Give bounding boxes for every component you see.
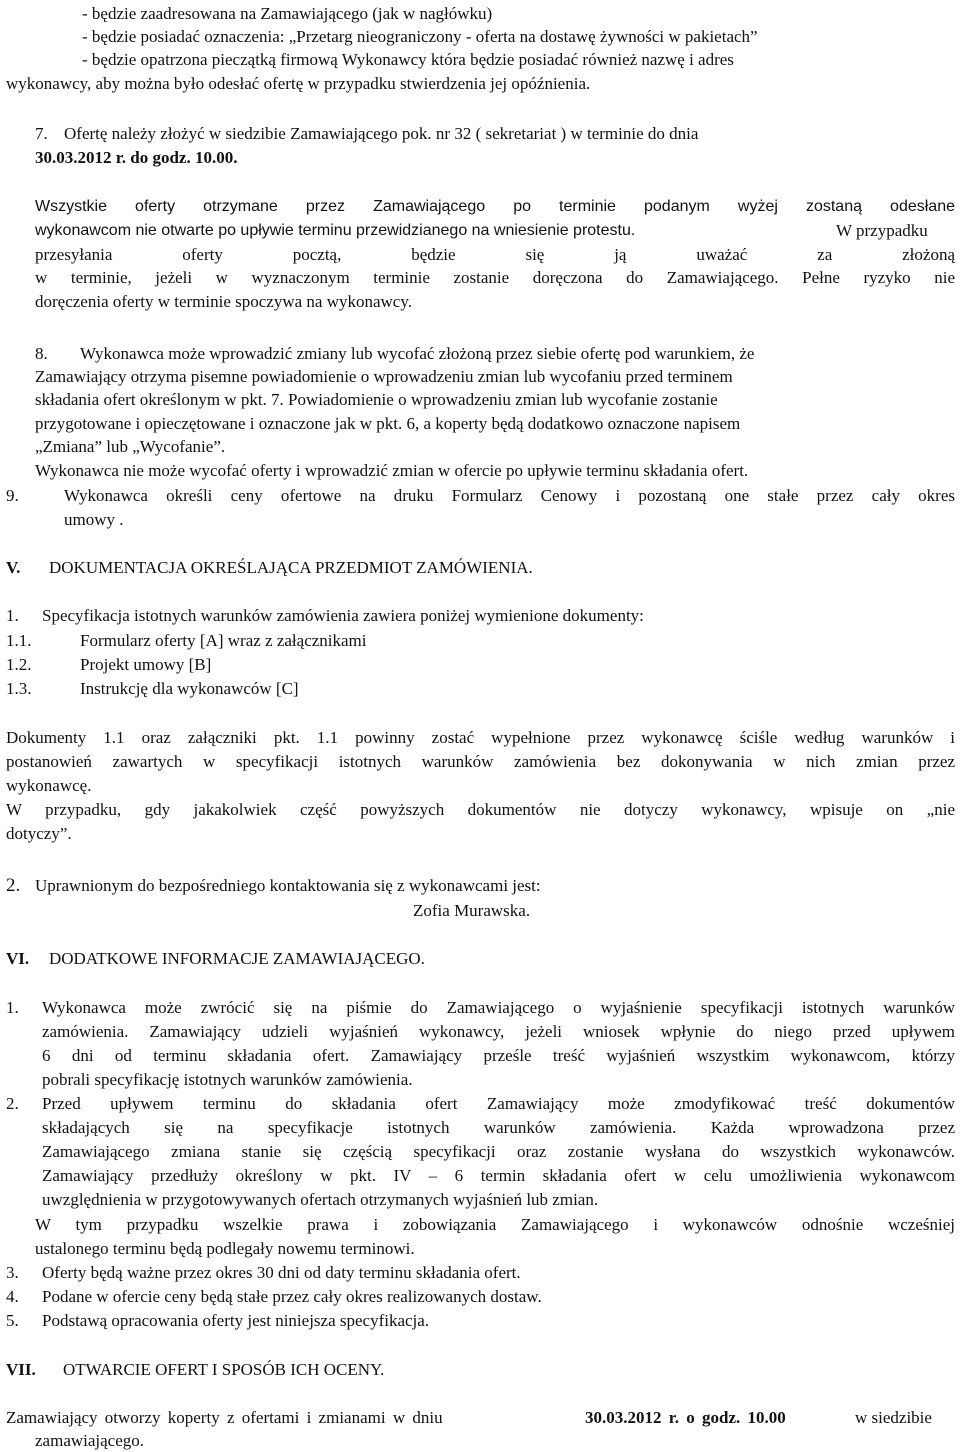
late-offers-line-1: Wszystkie oferty otrzymane przez Zamawiającego po terminie podanym wyżej zostaną odesłane <box>35 198 955 215</box>
vi-item-3-number: 3. <box>6 1263 19 1282</box>
bullet-addressed: - będzie zaadresowana na Zamawiającego (jak w nagłówku) <box>82 4 493 23</box>
point-8-line-4: przygotowane i opieczętowane i oznaczone jak w pkt. 6, a koperty będą dodatkowo oznaczone napisem <box>35 414 741 433</box>
bullet-stamp: - będzie opatrzona pieczątką firmową Wykonawcy która będzie posiadać również nazwę i adres <box>82 50 734 69</box>
vi-item-1-line-1: Wykonawca może zwrócić się na piśmie do Zamawiającego o wyjaśnienie specyfikacji istotnych warunków <box>42 998 955 1017</box>
docs-line-5: dotyczy”. <box>6 824 72 843</box>
section-vi-number: VI. <box>6 949 30 968</box>
late-offers-line-4: w terminie, jeżeli w wyznaczonym terminie zostanie doręczona do Zamawiającego. Pełne ryzyko nie <box>35 268 955 287</box>
sub-1-1-text: Formularz oferty [A] wraz z załącznikami <box>80 631 367 650</box>
opening-line-2: zamawiającego. <box>35 1431 145 1450</box>
point-8-line-2: Zamawiający otrzyma pisemne powiadomienie o wprowadzeniu zmian lub wycofaniu przed terminem <box>35 367 733 386</box>
late-offers-line-2: wykonawcom nie otwarte po upływie terminu przewidzianego na wniesienie protestu. <box>35 222 636 239</box>
opening-line-1a: Zamawiający otworzy koperty z ofertami i zmianami w dniu <box>6 1408 443 1427</box>
bullet-stamp-cont: wykonawcy, aby można było odesłać ofertę w przypadku stwierdzenia jej opóźnienia. <box>6 74 591 93</box>
vi-item-2-line-3: Zamawiającego zmiana stanie się częścią specyfikacji oraz zostanie wysłana do wszystkich wykonawców. <box>42 1142 955 1161</box>
vi-item-2-number: 2. <box>6 1094 19 1113</box>
vi-item-4-number: 4. <box>6 1287 19 1306</box>
late-offers-line-3: przesyłania oferty pocztą, będzie się ją uważać za złożoną <box>35 245 955 264</box>
section-vii-number: VII. <box>6 1360 36 1379</box>
sub-1-3-number: 1.3. <box>6 679 32 698</box>
vi-item-2-extra-2: ustalonego terminu będą podlegały nowemu terminowi. <box>35 1239 415 1258</box>
vi-item-5: Podstawą opracowania oferty jest niniejsza specyfikacja. <box>42 1311 430 1330</box>
sub-1-2-text: Projekt umowy [B] <box>80 655 212 674</box>
point-7-deadline: 30.03.2012 r. do godz. 10.00. <box>35 148 238 167</box>
vi-item-1-line-4: pobrali specyfikację istotnych warunków zamówienia. <box>42 1070 413 1089</box>
vi-item-2-extra-1: W tym przypadku wszelkie prawa i zobowiązania Zamawiającego i wykonawców odnośnie wcześniej <box>35 1215 955 1234</box>
vi-item-1-line-2: zamówienia. Zamawiający udzieli wyjaśnień wykonawcy, jeżeli wniosek wpłynie do niego przed upływem <box>42 1022 955 1041</box>
late-offers-line-2b: W przypadku <box>836 221 928 240</box>
sub-1-2-number: 1.2. <box>6 655 32 674</box>
vi-item-2-line-2: składających się na specyfikacje istotnych warunków zamówienia. Każda wprowadzona przez <box>42 1118 955 1137</box>
vi-item-3: Oferty będą ważne przez okres 30 dni od daty terminu składania ofert. <box>42 1263 521 1282</box>
section-v-item-2-number: 2. <box>6 875 21 896</box>
docs-line-4: W przypadku, gdy jakakolwiek część powyższych dokumentów nie dotyczy wykonawcy, wpisuje on „nie <box>6 800 955 819</box>
point-9-number: 9. <box>6 486 19 505</box>
point-8-extra: Wykonawca nie może wycofać oferty i wprowadzić zmian w ofercie po upływie terminu składania ofert. <box>35 461 749 480</box>
point-8-line-3: składania ofert określonym w pkt. 7. Powiadomienie o wprowadzeniu zmian lub wycofanie zostanie <box>35 390 718 409</box>
section-v-item-1-number: 1. <box>6 606 19 625</box>
point-8-number: 8. <box>35 344 48 363</box>
docs-line-1: Dokumenty 1.1 oraz załączniki pkt. 1.1 powinny zostać wypełnione przez wykonawcę ściśle według warunków i <box>6 728 955 747</box>
point-8-line-1: Wykonawca może wprowadzić zmiany lub wycofać złożoną przez siebie ofertę pod warunkiem, że <box>80 344 755 363</box>
vi-item-4: Podane w ofercie ceny będą stałe przez cały okres realizowanych dostaw. <box>42 1287 542 1306</box>
point-9-line-2: umowy . <box>64 510 124 529</box>
docs-line-2: postanowień zawartych w specyfikacji istotnych warunków zamówienia bez dokonywania w nich zmian przez <box>6 752 955 771</box>
opening-date: 30.03.2012 r. o godz. 10.00 <box>585 1408 786 1427</box>
vi-item-2-line-4: Zamawiający przedłuży określony w pkt. IV – 6 termin składania ofert w celu umożliwienia wykonawcom <box>42 1166 955 1185</box>
late-offers-line-5: doręczenia oferty w terminie spoczywa na wykonawcy. <box>35 292 412 311</box>
opening-line-1b: w siedzibie <box>855 1408 932 1427</box>
vi-item-2-line-1: Przed upływem terminu do składania ofert Zamawiający może zmodyfikować treść dokumentów <box>42 1094 955 1113</box>
vi-item-2-line-5: uwzględnienia w przygotowywanych ofertach otrzymanych wyjaśnień lub zmian. <box>42 1190 599 1209</box>
section-v-item-2: Uprawnionym do bezpośredniego kontaktowania się z wykonawcami jest: <box>35 876 541 895</box>
point-7-text: Ofertę należy złożyć w siedzibie Zamawiającego pok. nr 32 ( sekretariat ) w terminie do dnia <box>64 124 699 143</box>
bullet-marking: - będzie posiadać oznaczenia: „Przetarg nieograniczony - oferta na dostawę żywności w pakietach” <box>82 27 758 46</box>
section-v-item-1: Specyfikacja istotnych warunków zamówienia zawiera poniżej wymienione dokumenty: <box>42 606 644 625</box>
vi-item-1-line-3: 6 dni od terminu składania ofert. Zamawiający prześle treść wyjaśnień wszystkim wykonawcom, którzy <box>42 1046 955 1065</box>
section-vi-title: DODATKOWE INFORMACJE ZAMAWIAJĄCEGO. <box>49 949 425 968</box>
docs-line-3: wykonawcę. <box>6 776 92 795</box>
vi-item-5-number: 5. <box>6 1311 19 1330</box>
contact-person: Zofia Murawska. <box>413 901 531 920</box>
point-8-line-5: „Zmiana” lub „Wycofanie”. <box>35 437 226 456</box>
section-vii-title: OTWARCIE OFERT I SPOSÓB ICH OCENY. <box>63 1360 385 1379</box>
point-9-line-1: Wykonawca określi ceny ofertowe na druku Formularz Cenowy i pozostaną one stałe przez cały okres <box>64 486 955 505</box>
section-v-number: V. <box>6 558 21 577</box>
section-v-title: DOKUMENTACJA OKREŚLAJĄCA PRZEDMIOT ZAMÓWIENIA. <box>49 558 533 577</box>
sub-1-3-text: Instrukcję dla wykonawców [C] <box>80 679 299 698</box>
point-7-number: 7. <box>35 124 48 143</box>
vi-item-1-number: 1. <box>6 998 19 1017</box>
sub-1-1-number: 1.1. <box>6 631 32 650</box>
